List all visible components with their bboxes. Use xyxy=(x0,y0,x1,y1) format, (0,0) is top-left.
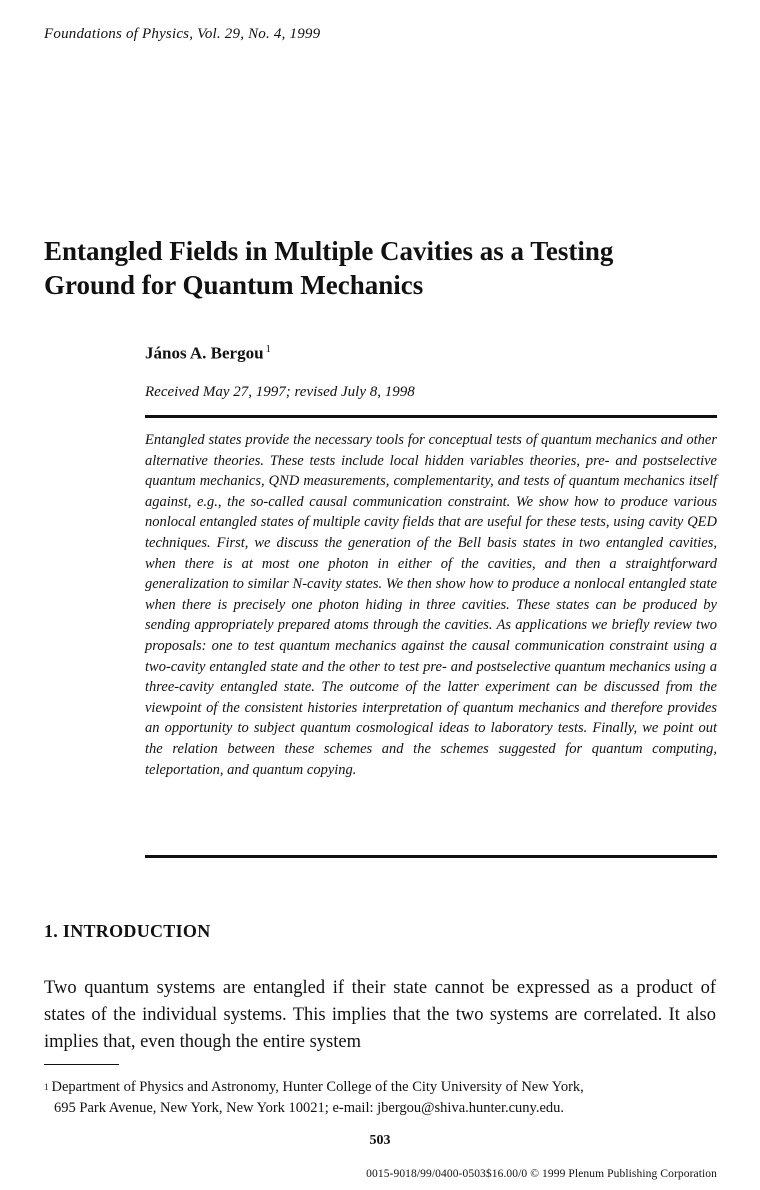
abstract-top-rule xyxy=(145,415,717,418)
abstract-bottom-rule xyxy=(145,855,717,858)
abstract: Entangled states provide the necessary tools for conceptual tests of quantum mechanics and other alternative theories. These tests include local hidden variables theories, pre- and postselective quantum mechanics, QND measurements, complementarity, and tests of quantum mechanics itself against, e.g., the so-called causal communication constraint. We show how to produce various nonlocal entangled states of multiple cavity fields that are useful for these tests, using cavity QED techniques. First, we discuss the generation of the Bell basis states in two entangled cavities, when there is at most one photon in either of the cavities, and then a straightforward generalization to similar N-cavity states. We then show how to produce a nonlocal entangled state when there is precisely one photon hiding in three cavities. These states can be produced by sending appropriately prepared atoms through the cavities. As applications we briefly review two proposals: one to test quantum mechanics against the causal communication constraint using a two-cavity entangled state and the other to test pre- and postselective quantum mechanics using a three-cavity entangled state. The outcome of the latter experiment can be discussed from the viewpoint of the consistent histories interpretation of quantum mechanics and therefore provides an opportunity to subject quantum cosmological ideas to laboratory tests. Finally, we point out the relation between these schemes and the schemes suggested for quantum computing, teleportation, and quantum copying. xyxy=(145,432,717,778)
copyright-line: 0015-9018/99/0400-0503$16.00/0 © 1999 Plenum Publishing Corporation xyxy=(366,1168,717,1180)
section-heading: 1. INTRODUCTION xyxy=(44,921,211,941)
author-footnote-marker: 1 xyxy=(265,343,272,355)
author xyxy=(145,343,271,364)
introduction-text: Two quantum systems are entangled if their state cannot be expressed as a product of states of the individual systems. This implies that the two systems are correlated. It also implies that, even though the entire system xyxy=(44,978,716,1052)
footnote-line-2: 695 Park Avenue, New York, New York 10021; e-mail: jbergou@shiva.hunter.cuny.edu. xyxy=(54,1100,565,1116)
page-number: 503 xyxy=(369,1133,391,1148)
journal-citation: Foundations of Physics, Vol. 29, No. 4, 1999 xyxy=(44,26,321,42)
author-name: János A. Bergou xyxy=(145,343,264,363)
footnote xyxy=(44,1077,734,1119)
footnote-line-1: Department of Physics and Astronomy, Hunter College of the City University of New York, xyxy=(51,1079,584,1095)
title-line-1: Entangled Fields in Multiple Cavities as a Testing xyxy=(44,236,614,266)
received-dates: Received May 27, 1997; revised July 8, 1998 xyxy=(145,384,415,400)
article-title xyxy=(44,234,724,302)
title-line-2: Ground for Quantum Mechanics xyxy=(44,270,424,300)
footnote-marker: 1 xyxy=(44,1082,49,1092)
footnote-rule xyxy=(44,1064,119,1065)
